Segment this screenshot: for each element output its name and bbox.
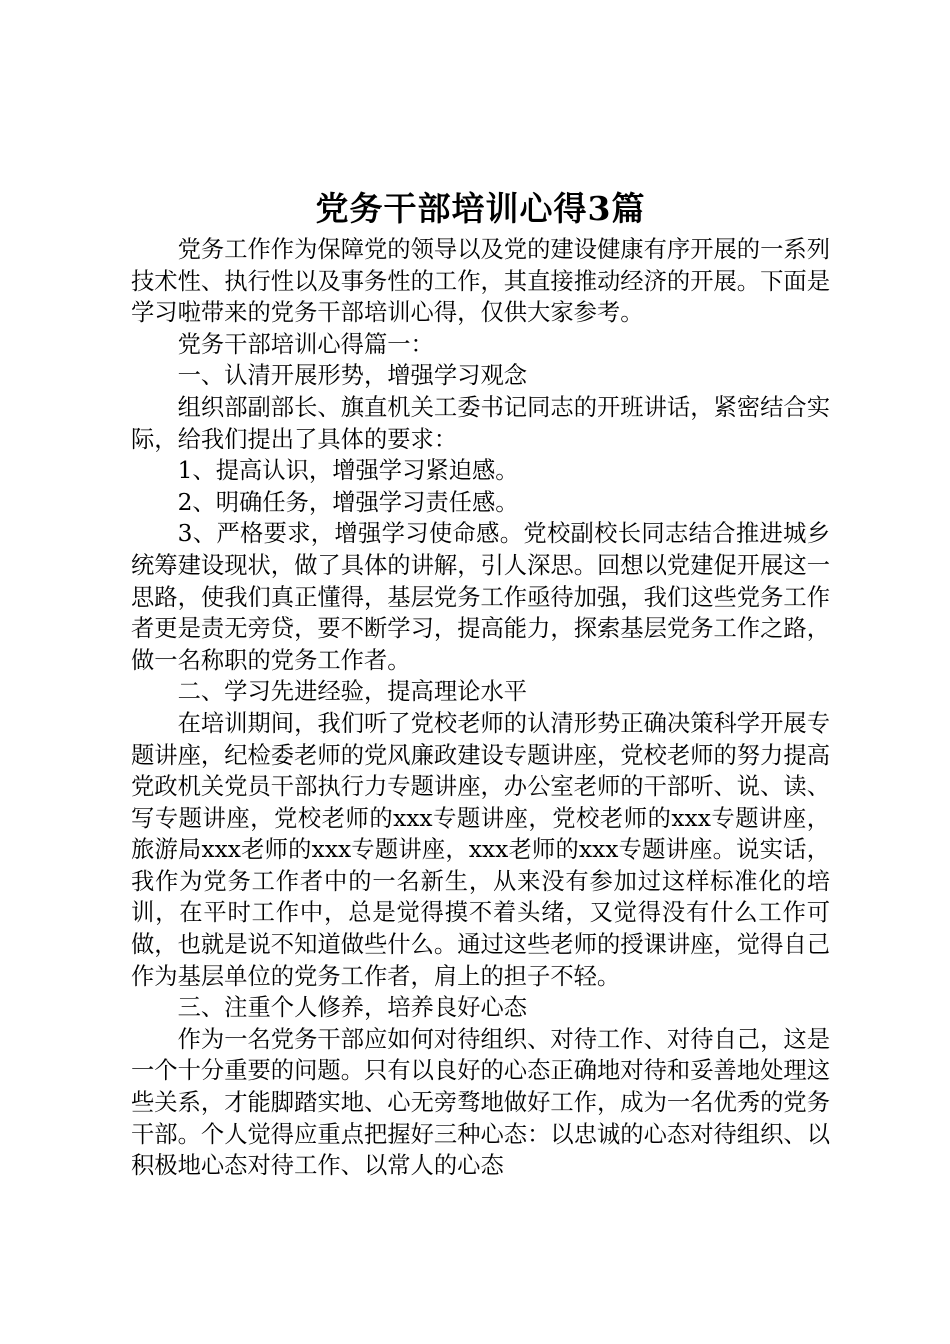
list-item: 3、严格要求，增强学习使命感。党校副校长同志结合推进城乡统筹建设现状，做了具体的讲解，引人深思。回想以党建促开展这一思路，使我们真正懂得，基层党务工作亟待加强，我们这些党务工作者更是责无旁贷，要不断学习，提高能力，探索基层党务工作之路，做一名称职的党务工作者。 (131, 520, 830, 674)
body-paragraph: 作为一名党务干部应如何对待组织、对待工作、对待自己，这是一个十分重要的问题。只有以良好的心态正确地对待和妥善地处理这些关系，才能脚踏实地、心无旁骛地做好工作，成为一名优秀的党务干部。个人觉得应重点把握好三种心态：以忠诚的心态对待组织、以积极地心态对待工作、以常人的心态 (131, 1025, 830, 1180)
subheading-1: 一、认清开展形势，增强学习观念 (177, 362, 528, 390)
document-title: 党务干部培训心得3篇 (315, 189, 646, 228)
document-page (131, 186, 830, 1182)
list-item: 2、明确任务，增强学习责任感。 (177, 488, 519, 516)
intro-paragraph: 党务工作作为保障党的领导以及党的建设健康有序开展的一系列技术性、执行性以及事务性的工作，其直接推动经济的开展。下面是学习啦带来的党务干部培训心得，仅供大家参考。 (131, 236, 830, 327)
list-item: 1、提高认识，增强学习紧迫感。 (177, 457, 519, 485)
body-paragraph: 组织部副部长、旗直机关工委书记同志的开班讲话，紧密结合实际，给我们提出了具体的要求： (131, 393, 830, 453)
body-paragraph: 在培训期间，我们听了党校老师的认清形势正确决策科学开展专题讲座，纪检委老师的党风廉政建设专题讲座，党校老师的努力提高党政机关党员干部执行力专题讲座，办公室老师的干部听、说、读、写专题讲座，党校老师的xxx专题讲座，党校老师的xxx专题讲座，旅游局xxx老师的xxx专题讲座，xxx老师的xxx专题讲座。说实话，我作为党务工作者中的一名新生，从来没有参加过这样标准化的培训，在平时工作中，总是觉得摸不着头绪，又觉得没有什么工作可做，也就是说不知道做些什么。通过这些老师的授课讲座，觉得自己作为基层单位的党务工作者，肩上的担子不轻。 (131, 709, 830, 990)
section-heading: 党务干部培训心得篇一： (177, 330, 434, 358)
subheading-3: 三、注重个人修养，培养良好心态 (177, 994, 528, 1022)
subheading-2: 二、学习先进经验，提高理论水平 (177, 678, 528, 706)
